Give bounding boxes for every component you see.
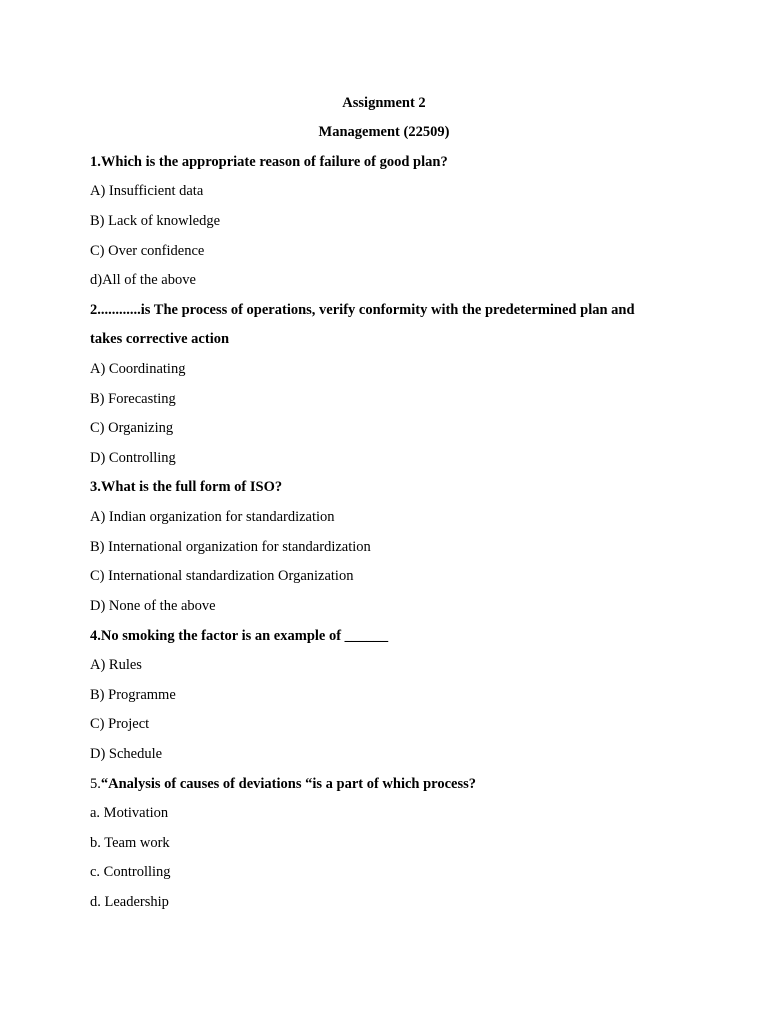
assignment-title: Assignment 2 [342, 95, 426, 111]
question-3-option-a: A) Indian organization for standardization [90, 509, 335, 525]
question-5-option-d: d. Leadership [90, 894, 169, 910]
question-1-text: 1.Which is the appropriate reason of failure of good plan? [90, 154, 448, 170]
course-subtitle: Management (22509) [318, 124, 450, 140]
question-5-text-bold: “Analysis of causes of deviations “is a part of which process? [100, 776, 477, 792]
question-4-option-c: C) Project [90, 716, 150, 732]
question-3-option-b: B) International organization for standardization [90, 539, 371, 555]
question-2-text-line2: takes corrective action [90, 331, 230, 347]
question-1-option-b: B) Lack of knowledge [90, 213, 221, 229]
question-2-text-line1: 2............is The process of operations, verify conformity with the predetermined plan and [90, 302, 635, 318]
question-3-text: 3.What is the full form of ISO? [90, 479, 283, 495]
question-5-number: 5. [90, 776, 101, 792]
question-4-option-d: D) Schedule [90, 746, 163, 762]
question-3-option-d: D) None of the above [90, 598, 216, 614]
question-2-option-c: C) Organizing [90, 420, 174, 436]
question-3-option-c: C) International standardization Organization [90, 568, 354, 584]
question-2-option-b: B) Forecasting [90, 391, 176, 407]
question-5-option-c: c. Controlling [90, 864, 171, 880]
question-5-option-a: a. Motivation [90, 805, 169, 821]
question-2-option-d: D) Controlling [90, 450, 176, 466]
question-1-option-d: d)All of the above [90, 272, 196, 288]
question-5-text [90, 775, 710, 793]
question-1-option-a: A) Insufficient data [90, 183, 204, 199]
question-5-option-b: b. Team work [90, 835, 170, 851]
question-4-option-b: B) Programme [90, 687, 176, 703]
question-1-option-c: C) Over confidence [90, 243, 205, 259]
question-4-text: 4.No smoking the factor is an example of ______ [90, 628, 389, 644]
question-4-option-a: A) Rules [90, 657, 142, 673]
question-2-option-a: A) Coordinating [90, 361, 186, 377]
